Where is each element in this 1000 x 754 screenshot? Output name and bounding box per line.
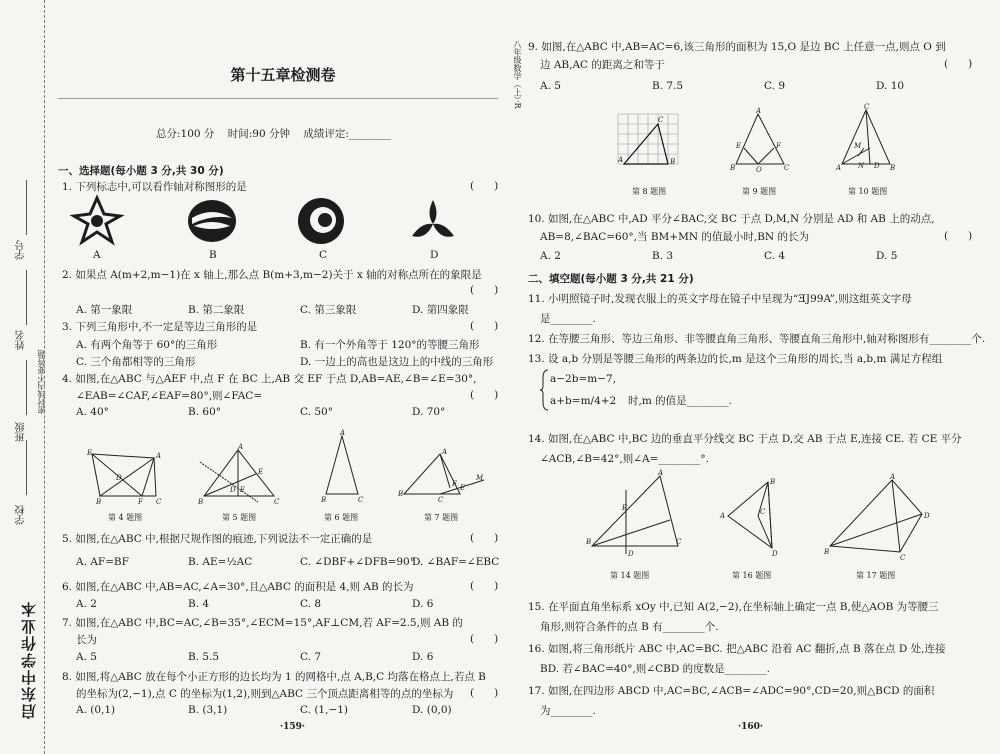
q6-option-b: B. 4 bbox=[188, 598, 210, 610]
q1-option-c: C bbox=[319, 249, 328, 261]
answer-paren-9: ( ) bbox=[944, 58, 973, 70]
header-tag: 八年级数学（上）·R bbox=[513, 40, 522, 109]
svg-text:B: B bbox=[890, 164, 896, 172]
svg-text:C: C bbox=[156, 498, 162, 506]
question-12: 12. 在等腰三角形、等边三角形、非等腰直角三角形、等腰直角三角形中,轴对称图形有________个. bbox=[528, 333, 986, 345]
question-2: 2. 如果点 A(m+2,m−1)在 x 轴上,那么点 B(m+3,m−2)关于 x 轴的对称点所在的象限是 bbox=[62, 269, 482, 281]
figure-10 bbox=[834, 104, 900, 172]
svg-text:D: D bbox=[628, 550, 634, 558]
svg-text:A: A bbox=[340, 429, 346, 437]
q10-option-c: C. 4 bbox=[764, 250, 786, 262]
q10-option-a: A. 2 bbox=[540, 250, 561, 262]
svg-text:F: F bbox=[776, 142, 781, 150]
svg-text:D: D bbox=[924, 512, 930, 520]
answer-paren-10: ( ) bbox=[944, 230, 973, 242]
name-label: 姓名 bbox=[16, 330, 27, 350]
q7-option-c: C. 7 bbox=[300, 651, 322, 663]
class-blank bbox=[26, 360, 27, 415]
page-number-left: ·159· bbox=[280, 722, 306, 732]
caption-fig-5: 第 5 题图 bbox=[222, 513, 257, 522]
q3-option-d: D. 一边上的高也是这边上的中线的三角形 bbox=[300, 356, 494, 368]
figure-5 bbox=[198, 444, 280, 504]
q4-option-d: D. 70° bbox=[412, 406, 446, 418]
q3-option-a: A. 有两个角等于 60°的三角形 bbox=[76, 339, 218, 351]
svg-text:M: M bbox=[476, 474, 484, 482]
q7-option-a: A. 5 bbox=[76, 651, 97, 663]
answer-paren-4: ( ) bbox=[470, 389, 499, 401]
q8-option-c: C. (1,−1) bbox=[300, 704, 349, 716]
svg-text:E: E bbox=[622, 504, 628, 512]
svg-text:B: B bbox=[398, 490, 404, 498]
seal-line bbox=[44, 0, 45, 754]
svg-text:D: D bbox=[116, 474, 122, 482]
name-blank bbox=[26, 270, 27, 325]
question-16-line1: 16. 如图,将三角形纸片 ABC 中,AC=BC. 把△ABC 沿着 AC 翻折,点 B 落在点 D 处,连接 bbox=[528, 643, 946, 655]
svg-text:D: D bbox=[874, 162, 880, 170]
q9-option-b: B. 7.5 bbox=[652, 80, 684, 92]
caption-fig-8: 第 8 题图 bbox=[632, 187, 667, 196]
seal-notice: 密封线内不要答题 bbox=[37, 350, 46, 414]
answer-paren-7: ( ) bbox=[470, 633, 499, 645]
section-fill-heading: 二、填空题(每小题 3 分,共 21 分) bbox=[528, 273, 694, 285]
figure-14 bbox=[586, 470, 686, 558]
q9-option-a: A. 5 bbox=[540, 80, 561, 92]
logo-c-icon bbox=[296, 196, 346, 246]
logo-b-icon bbox=[186, 198, 238, 244]
q5-option-c: C. ∠DBF+∠DFB=90° bbox=[300, 556, 415, 568]
svg-text:C: C bbox=[760, 508, 766, 516]
question-3: 3. 下列三角形中,不一定是等边三角形的是 bbox=[62, 321, 258, 333]
q2-option-a: A. 第一象限 bbox=[76, 304, 133, 316]
section-choice-heading: 一、选择题(每小题 3 分,共 30 分) bbox=[58, 165, 224, 177]
question-14-line1: 14. 如图,在△ABC 中,BC 边的垂直平分线交 BC 于点 D,交 AB 于点 E,连接 CE. 若 CE 平分 bbox=[528, 433, 962, 445]
svg-text:C: C bbox=[676, 538, 682, 546]
question-1: 1. 下列标志中,可以看作轴对称图形的是 bbox=[62, 181, 247, 193]
question-5: 5. 如图,在△ABC 中,根据尺规作图的痕迹,下列说法不一定正确的是 bbox=[62, 533, 373, 545]
svg-text:D: D bbox=[772, 550, 778, 558]
question-10-line1: 10. 如图,在△ABC 中,AD 平分∠BAC,交 BC 于点 D,M,N 分别是 AD 和 AB 上的动点, bbox=[528, 213, 935, 225]
q10-option-d: D. 5 bbox=[876, 250, 898, 262]
caption-fig-7: 第 7 题图 bbox=[424, 513, 459, 522]
figure-8 bbox=[616, 112, 682, 168]
question-8-line2: 的坐标为(2,−1),点 C 的坐标为(1,2),则到△ABC 三个顶点距离相等的点的坐标为 bbox=[76, 688, 454, 700]
question-15-line2: 角形,则符合条件的点 B 有________个. bbox=[540, 621, 719, 633]
question-11-line1: 11. 小明照镜子时,发现衣服上的英文字母在镜子中呈现为“ƎJ99A”,则这组英文字母 bbox=[528, 293, 912, 305]
left-page bbox=[58, 0, 508, 754]
svg-text:C: C bbox=[274, 498, 280, 506]
q8-option-d: D. (0,0) bbox=[412, 704, 452, 716]
svg-text:A: A bbox=[756, 107, 762, 115]
svg-text:A: A bbox=[442, 448, 448, 456]
q2-option-d: D. 第四象限 bbox=[412, 304, 469, 316]
q6-option-a: A. 2 bbox=[76, 598, 97, 610]
q8-option-a: A. (0,1) bbox=[76, 704, 116, 716]
question-15-line1: 15. 在平面直角坐标系 xOy 中,已知 A(2,−2),在坐标轴上确定一点 B,使△AOB 为等腰三 bbox=[528, 601, 939, 613]
svg-text:B: B bbox=[730, 164, 736, 172]
school-blank bbox=[26, 440, 27, 495]
caption-fig-6: 第 6 题图 bbox=[324, 513, 359, 522]
svg-text:C: C bbox=[784, 164, 790, 172]
title-divider bbox=[58, 98, 498, 99]
svg-text:A: A bbox=[618, 156, 624, 164]
question-17-line2: 为________. bbox=[540, 705, 596, 717]
q7-option-d: D. 6 bbox=[412, 651, 434, 663]
exam-meta: 总分:100 分 时间:90 分钟 成绩评定:________ bbox=[156, 128, 391, 140]
q13-equation-1: a−2b=m−7, bbox=[550, 373, 617, 385]
q9-option-c: C. 9 bbox=[764, 80, 786, 92]
svg-text:O: O bbox=[756, 166, 762, 174]
q3-option-b: B. 有一个外角等于 120°的等腰三角形 bbox=[300, 339, 480, 351]
q2-option-b: B. 第二象限 bbox=[188, 304, 245, 316]
question-6: 6. 如图,在△ABC 中,AB=AC,∠A=30°,且△ABC 的面积是 4,则 AB 的长为 bbox=[62, 581, 414, 593]
figure-17 bbox=[824, 473, 934, 562]
svg-text:A: A bbox=[720, 512, 726, 520]
class-label: 班级 bbox=[16, 422, 27, 442]
q2-option-c: C. 第三象限 bbox=[300, 304, 357, 316]
page-title: 第十五章检测卷 bbox=[230, 66, 336, 84]
svg-text:C: C bbox=[900, 554, 906, 562]
caption-fig-14: 第 14 题图 bbox=[610, 571, 650, 580]
logo-a-icon bbox=[72, 196, 122, 246]
svg-text:D: D bbox=[230, 486, 236, 494]
student-no-blank bbox=[26, 180, 27, 235]
question-16-line2: BD. 若∠BAC=40°,则∠CBD 的度数是________. bbox=[540, 663, 770, 675]
svg-text:E: E bbox=[258, 468, 264, 476]
q4-option-c: C. 50° bbox=[300, 406, 333, 418]
svg-text:M: M bbox=[854, 142, 862, 150]
figure-7 bbox=[398, 446, 486, 502]
question-4-line1: 4. 如图,在△ABC 与△AEF 中,点 F 在 BC 上,AB 交 EF 于点 D,AB=AE,∠B=∠E=30°, bbox=[62, 373, 477, 385]
caption-fig-16: 第 16 题图 bbox=[732, 571, 772, 580]
q6-option-c: C. 8 bbox=[300, 598, 322, 610]
svg-text:B: B bbox=[198, 498, 204, 506]
svg-text:B: B bbox=[586, 538, 592, 546]
q13-tail: 时,m 的值是________. bbox=[628, 395, 732, 407]
question-10-line2: AB=8,∠BAC=60°,当 BM+MN 的值最小时,BN 的长为 bbox=[540, 231, 809, 243]
svg-text:F: F bbox=[240, 486, 245, 494]
answer-paren-8: ( ) bbox=[470, 687, 499, 699]
svg-text:C: C bbox=[438, 496, 444, 504]
question-9-line1: 9. 如图,在△ABC 中,AB=AC=6,该三角形的面积为 15,O 是边 BC 上任意一点,则点 O 到 bbox=[528, 41, 946, 53]
svg-text:B: B bbox=[670, 158, 676, 166]
q5-option-a: A. AF=BF bbox=[76, 556, 129, 568]
q4-option-a: A. 40° bbox=[76, 406, 109, 418]
question-4-line2: ∠EAB=∠CAF,∠EAF=80°,则∠FAC= bbox=[76, 390, 263, 402]
svg-text:E: E bbox=[460, 484, 466, 492]
svg-text:F: F bbox=[452, 480, 457, 488]
svg-text:B: B bbox=[770, 478, 776, 486]
svg-text:B: B bbox=[824, 548, 830, 556]
caption-fig-10: 第 10 题图 bbox=[848, 187, 888, 196]
q1-option-d: D bbox=[430, 249, 439, 261]
question-11-line2: 是________. bbox=[540, 313, 596, 325]
q7-option-b: B. 5.5 bbox=[188, 651, 220, 663]
answer-paren-5: ( ) bbox=[470, 532, 499, 544]
caption-fig-9: 第 9 题图 bbox=[742, 187, 777, 196]
svg-text:A: A bbox=[658, 469, 664, 477]
svg-text:A: A bbox=[238, 443, 244, 451]
q6-option-d: D. 6 bbox=[412, 598, 434, 610]
q5-option-d: D. ∠BAF=∠EBC bbox=[412, 556, 500, 568]
answer-paren-3: ( ) bbox=[470, 320, 499, 332]
q4-option-b: B. 60° bbox=[188, 406, 222, 418]
question-9-line2: 边 AB,AC 的距离之和等于 bbox=[540, 59, 665, 71]
svg-text:C: C bbox=[658, 116, 664, 124]
figure-16 bbox=[718, 476, 788, 556]
school-label: 学校 bbox=[16, 505, 27, 525]
svg-text:C: C bbox=[864, 103, 870, 111]
question-8-line1: 8. 如图,将△ABC 放在每个小正方形的边长均为 1 的网格中,点 A,B,C 均落在格点上,若点 B bbox=[62, 671, 486, 683]
svg-text:F: F bbox=[138, 498, 143, 506]
svg-text:B: B bbox=[96, 498, 102, 506]
figure-9 bbox=[728, 108, 794, 172]
q3-option-c: C. 三个角都相等的三角形 bbox=[76, 356, 196, 368]
right-page bbox=[528, 0, 988, 754]
svg-text:A: A bbox=[836, 164, 842, 172]
svg-text:A: A bbox=[890, 473, 896, 481]
svg-text:C: C bbox=[358, 496, 364, 504]
answer-paren-1: ( ) bbox=[470, 180, 499, 192]
caption-fig-17: 第 17 题图 bbox=[856, 571, 896, 580]
equation-brace bbox=[540, 368, 550, 412]
svg-text:E: E bbox=[736, 142, 742, 150]
svg-text:A: A bbox=[156, 452, 162, 460]
page-number-right: ·160· bbox=[738, 722, 764, 732]
question-7-line1: 7. 如图,在△ABC 中,BC=AC,∠B=35°,∠ECM=15°,AF⊥CM,若 AF=2.5,则 AB 的 bbox=[62, 617, 463, 629]
question-14-line2: ∠ACB,∠B=42°,则∠A=________°. bbox=[540, 453, 709, 465]
q13-equation-2: a+b=m/4+2 bbox=[550, 395, 617, 407]
brand-label: 启东中学作业本 bbox=[20, 600, 38, 719]
svg-text:E: E bbox=[87, 449, 93, 457]
answer-paren-2: ( ) bbox=[470, 284, 499, 296]
question-7-line2: 长为 bbox=[76, 634, 97, 646]
question-13: 13. 设 a,b 分别是等腰三角形的两条边的长,m 是这个三角形的周长,当 a,b,m 满足方程组 bbox=[528, 353, 943, 365]
figure-4 bbox=[86, 446, 166, 504]
answer-paren-6: ( ) bbox=[470, 580, 499, 592]
q5-option-b: B. AE=½AC bbox=[188, 556, 253, 568]
student-no-label: 学号 bbox=[16, 240, 27, 260]
figure-6 bbox=[320, 430, 366, 504]
q1-option-a: A bbox=[93, 249, 101, 261]
q9-option-d: D. 10 bbox=[876, 80, 905, 92]
caption-fig-4: 第 4 题图 bbox=[108, 513, 143, 522]
q1-option-b: B bbox=[209, 249, 217, 261]
svg-text:N: N bbox=[858, 162, 865, 170]
q10-option-b: B. 3 bbox=[652, 250, 674, 262]
question-17-line1: 17. 如图,在四边形 ABCD 中,AC=BC,∠ACB=∠ADC=90°,CD=20,则△BCD 的面积 bbox=[528, 685, 935, 697]
logo-d-icon bbox=[408, 196, 458, 246]
svg-text:B: B bbox=[321, 496, 327, 504]
q8-option-b: B. (3,1) bbox=[188, 704, 228, 716]
